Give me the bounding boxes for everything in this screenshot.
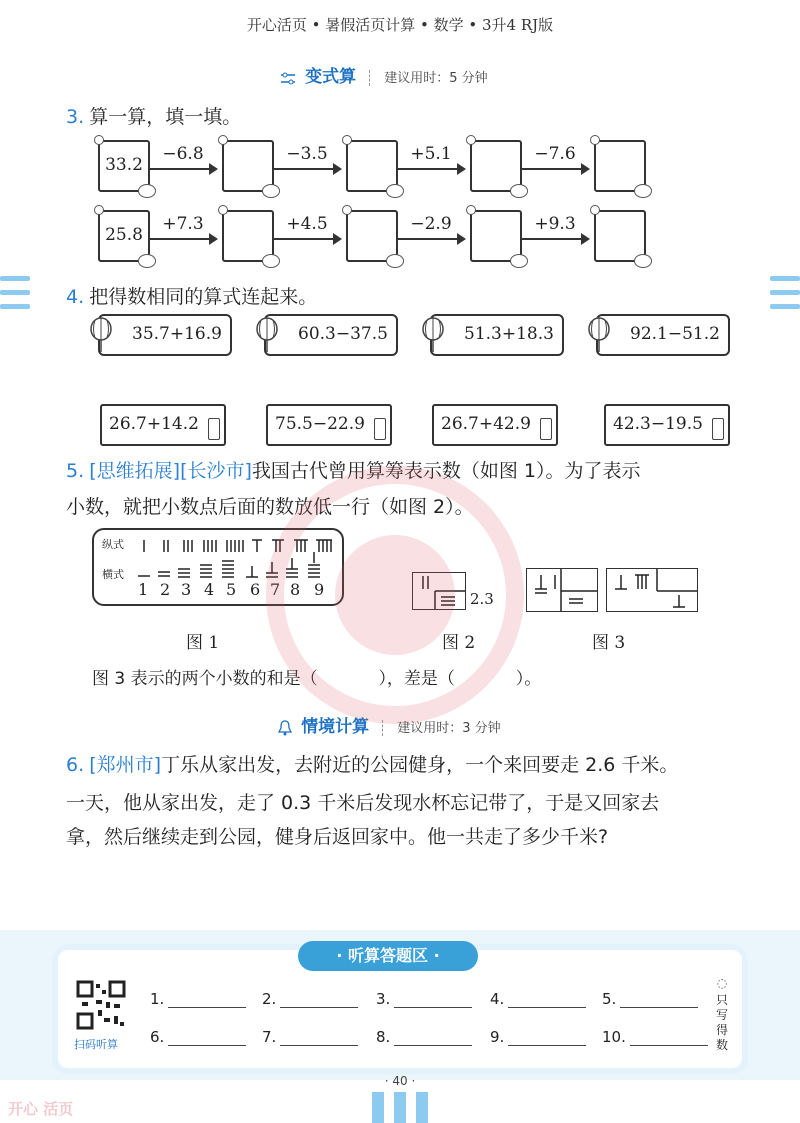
answer-slot[interactable]: 3. (376, 990, 472, 1008)
arrow (150, 168, 216, 170)
watermark-logo-icon (230, 430, 560, 760)
section-time-note: 建议用时：5 分钟 (384, 71, 488, 86)
answer-box[interactable] (594, 140, 646, 192)
lantern-icon (422, 314, 444, 354)
expression-card-bottom[interactable]: 26.7+14.2 (100, 404, 226, 446)
settings-icon (280, 71, 296, 85)
question-text: 把得数相同的算式连起来。 (89, 286, 318, 308)
section-title: 情境计算 (301, 717, 370, 737)
arrow (274, 168, 340, 170)
figure-caption: 图 2 (442, 633, 476, 653)
operation-label: +9.3 (534, 214, 576, 234)
section-title-bar (280, 62, 580, 87)
expression-card-top[interactable]: 60.3−37.5 (264, 314, 398, 356)
page-header: 开心活页 • 暑假活页计算 • 数学 • 3升4 RJ版 (246, 16, 554, 34)
question-4-heading (66, 282, 317, 309)
operation-label: +5.1 (410, 144, 452, 164)
operation-label: −3.5 (286, 144, 328, 164)
question-5-text-line2: 小数，就把小数点后面的数放低一行（如图 2）。 (66, 496, 474, 518)
arrow (274, 238, 340, 240)
question-5-text: 5. [思维拓展][长沙市]我国古代曾用算筹表示数（如图 1）。为了表示 (66, 460, 641, 482)
page-number: · 40 · (384, 1074, 416, 1088)
figure-2-value: 2.3 (470, 590, 494, 608)
question-5-prompt: 图 3 表示的两个小数的和是（ ），差是（ ）。 (92, 669, 542, 689)
row-label: 横式 (102, 568, 124, 581)
counting-rods-figure-1: 纵式 横式 1 2 3 4 5 6 7 8 9 (92, 528, 344, 606)
answer-box[interactable] (470, 210, 522, 262)
figure-caption: 图 1 (186, 633, 220, 653)
arrow (398, 168, 464, 170)
answer-slot[interactable]: 7. (262, 1028, 358, 1046)
footer-logo: 开心 活页 (8, 1100, 74, 1118)
lantern-icon (256, 314, 278, 354)
answer-box[interactable] (346, 210, 398, 262)
answer-slot[interactable]: 2. (262, 990, 358, 1008)
arrow (150, 238, 216, 240)
answer-area-banner: · 听算答题区 · (298, 941, 478, 971)
section-time-note: 建议用时：3 分钟 (397, 721, 501, 736)
question-tag: [思维拓展] (89, 460, 181, 482)
answer-slot[interactable]: 1. (150, 990, 246, 1008)
answer-box[interactable] (470, 140, 522, 192)
phone-icon (208, 418, 220, 440)
left-decor-bars (0, 276, 30, 318)
answer-slot[interactable]: 4. (490, 990, 586, 1008)
expression-card-top[interactable]: 92.1−51.2 (596, 314, 730, 356)
lantern-icon (588, 314, 610, 354)
section-title: 变式算 (305, 67, 357, 87)
question-6-text-line3: 拿，然后继续走到公园，健身后返回家中。他一共走了多少千米? (66, 826, 609, 848)
side-note-vertical: ◌ 只写得数 (715, 976, 728, 1052)
answer-box[interactable] (222, 210, 274, 262)
qr-code-icon[interactable] (76, 980, 126, 1030)
operation-label: +7.3 (162, 214, 204, 234)
calc-box-start: 33.2 (98, 140, 150, 192)
question-6-text-line2: 一天，他从家出发，走了 0.3 千米后发现水杯忘记带了，于是又回家去 (66, 792, 660, 814)
arrow (522, 168, 588, 170)
expression-card-bottom[interactable]: 75.5−22.9 (266, 404, 392, 446)
right-decor-bars (770, 276, 800, 318)
question-number: 4. (66, 286, 85, 308)
expression-card-top[interactable]: 35.7+16.9 (98, 314, 232, 356)
expression-card-top[interactable]: 51.3+18.3 (430, 314, 564, 356)
question-6-text: 6. [郑州市]丁乐从家出发，去附近的公园健身，一个来回要走 2.6 千米。 (66, 754, 679, 776)
phone-icon (712, 418, 724, 440)
question-3-heading (66, 102, 241, 129)
answer-slot[interactable]: 10. (602, 1028, 708, 1046)
question-tag: [长沙市] (180, 460, 252, 482)
answer-box[interactable] (594, 210, 646, 262)
expression-card-bottom[interactable]: 42.3−19.5 (604, 404, 730, 446)
row-label: 纵式 (102, 538, 124, 551)
arrow (522, 238, 588, 240)
answer-slot[interactable]: 5. (602, 990, 698, 1008)
question-tag: [郑州市] (89, 754, 162, 776)
answer-slot[interactable]: 8. (376, 1028, 472, 1046)
calc-box-start: 25.8 (98, 210, 150, 262)
lantern-icon (90, 314, 112, 354)
answer-slot[interactable]: 9. (490, 1028, 586, 1046)
counting-rods-figure-3b (606, 568, 698, 612)
question-number: 3. (66, 106, 85, 128)
figure-caption: 图 3 (592, 633, 626, 653)
operation-label: −7.6 (534, 144, 576, 164)
answer-slot[interactable]: 6. (150, 1028, 246, 1046)
operation-label: −2.9 (410, 214, 452, 234)
arrow (398, 238, 464, 240)
operation-label: −6.8 (162, 144, 204, 164)
operation-label: +4.5 (286, 214, 328, 234)
qr-caption: 扫码听算 (74, 1038, 118, 1051)
question-text: 算一算，填一填。 (89, 106, 242, 128)
bottom-decor-bars (372, 1092, 432, 1123)
ear-icon: ◌ (716, 976, 728, 990)
answer-box[interactable] (222, 140, 274, 192)
expression-card-bottom[interactable]: 26.7+42.9 (432, 404, 558, 446)
answer-box[interactable] (346, 140, 398, 192)
